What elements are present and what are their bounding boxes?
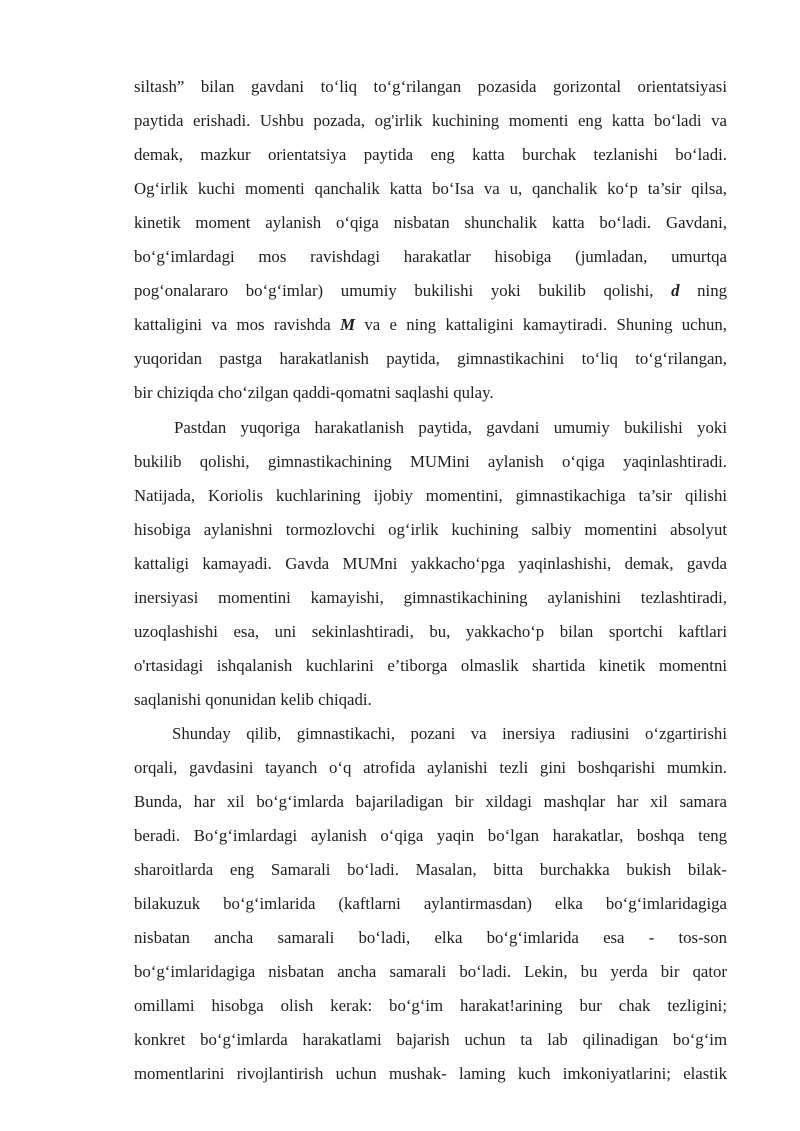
text-line: o'rtasidagi ishqalanish kuchlarini e’tiborga olmaslik shartida kinetik momentni bbox=[134, 656, 727, 675]
text-line: beradi. Bo‘g‘imlardagi aylanish o‘qiga yaqin bo‘lgan harakatlar, boshqa teng bbox=[134, 826, 727, 845]
text-line: Shunday qilib, gimnastikachi, pozani va inersiya radiusini o‘zgartirishi bbox=[172, 724, 727, 743]
text-line: sharoitlarda eng Samarali bo‘ladi. Masalan, bitta burchakka bukish bilak- bbox=[134, 860, 727, 879]
text-line: bo‘g‘imlardagi mos ravishdagi harakatlar hisobiga (jumladan, umurtqa bbox=[134, 247, 727, 266]
text-line: saqlanishi qonunidan kelib chiqadi. bbox=[134, 690, 372, 709]
text-line: siltash” bilan gavdani to‘liq to‘g‘rilangan pozasida gorizontal orientatsiyasi bbox=[134, 77, 727, 96]
text-line: nisbatan ancha samarali bo‘ladi, elka bo‘g‘imlarida esa - tos-son bbox=[134, 928, 727, 947]
text-span: pog‘onalararo bo‘g‘imlar) umumiy bukilishi yoki bukilib qolishi, bbox=[134, 281, 672, 300]
italic-symbol: d bbox=[671, 281, 680, 300]
text-line: momentlarini rivojlantirish uchun mushak- laming kuch imkoniyatlarini; elastik bbox=[134, 1064, 727, 1083]
text-line: uzoqlashishi esa, uni sekinlashtiradi, bu, yakkacho‘p bilan sportchi kaftlari bbox=[134, 622, 727, 641]
text-line: paytida erishadi. Ushbu pozada, og'irlik kuchining momenti eng katta bo‘ladi va bbox=[134, 111, 727, 130]
text-line: hisobiga aylanishni tormozlovchi og‘irlik kuchining salbiy momentini absolyut bbox=[134, 520, 727, 539]
text-line: bilakuzuk bo‘g‘imlarida (kaftlarni aylantirmasdan) elka bo‘g‘imlaridagiga bbox=[134, 894, 727, 913]
text-span: va e ning kattaligini kamaytiradi. Shuning uchun, bbox=[354, 315, 727, 334]
text-line: Natijada, Koriolis kuchlarining ijobiy momentini, gimnastikachiga ta’sir qilishi bbox=[134, 486, 727, 505]
italic-symbol: M bbox=[340, 315, 355, 334]
text-span: kattaligini va mos ravishda bbox=[134, 315, 341, 334]
text-line: orqali, gavdasini tayanch o‘q atrofida aylanishi tezli gini boshqarishi mumkin. bbox=[134, 758, 727, 777]
text-span: ning bbox=[679, 281, 728, 300]
text-line: omillami hisobga olish kerak: bo‘g‘im harakat!arining bur chak tezligini; bbox=[134, 996, 727, 1015]
text-line: Og‘irlik kuchi momenti qanchalik katta bo‘Isa va u, qanchalik ko‘p ta’sir qilsa, bbox=[134, 179, 727, 198]
text-line: demak, mazkur orientatsiya paytida eng katta burchak tezlanishi bo‘ladi. bbox=[134, 145, 727, 164]
text-line: kinetik moment aylanish o‘qiga nisbatan shunchalik katta bo‘ladi. Gavdani, bbox=[134, 213, 727, 232]
text-line: yuqoridan pastga harakatlanish paytida, gimnastikachini to‘liq to‘g‘rilangan, bbox=[134, 349, 727, 368]
text-line bbox=[134, 274, 727, 308]
text-line bbox=[134, 308, 727, 342]
text-line: bo‘g‘imlaridagiga nisbatan ancha samarali bo‘ladi. Lekin, bu yerda bir qator bbox=[134, 962, 727, 981]
text-line: bir chiziqda cho‘zilgan qaddi-qomatni saqlashi qulay. bbox=[134, 383, 494, 402]
text-line: inersiyasi momentini kamayishi, gimnastikachining aylanishini tezlashtiradi, bbox=[134, 588, 727, 607]
text-line: konkret bo‘g‘imlarda harakatlami bajarish uchun ta lab qilinadigan bo‘g‘im bbox=[134, 1030, 727, 1049]
text-line: Pastdan yuqoriga harakatlanish paytida, gavdani umumiy bukilishi yoki bbox=[174, 418, 727, 437]
text-line: kattaligi kamayadi. Gavda MUMni yakkacho‘pga yaqinlashishi, demak, gavda bbox=[134, 554, 727, 573]
text-line: bukilib qolishi, gimnastikachining MUMini aylanish o‘qiga yaqinlashtiradi. bbox=[134, 452, 727, 471]
text-line: Bunda, har xil bo‘g‘imlarda bajariladigan bir xildagi mashqlar har xil samara bbox=[134, 792, 727, 811]
